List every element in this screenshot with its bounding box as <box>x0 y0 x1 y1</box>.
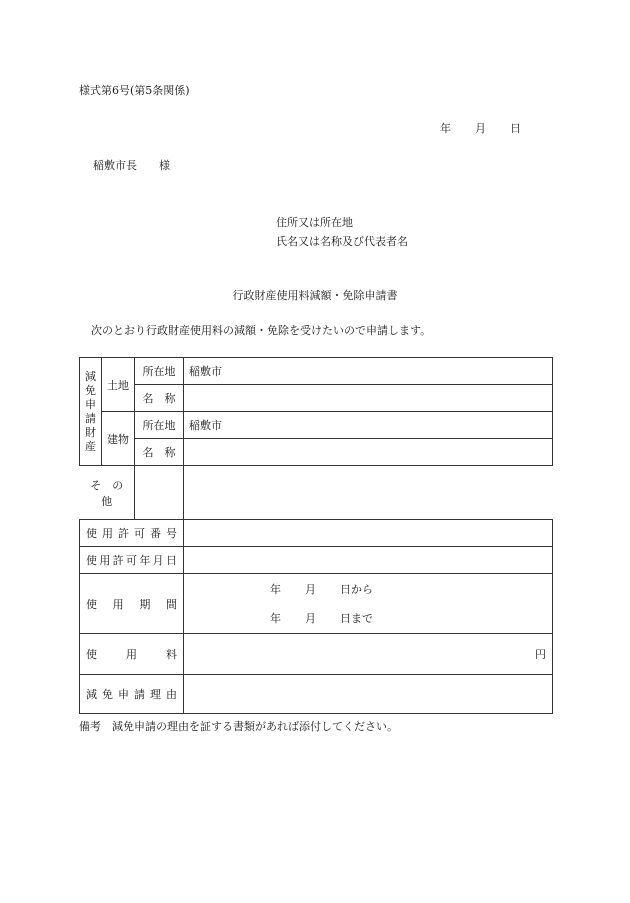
land-location-value[interactable]: 稲敷市 <box>184 358 553 385</box>
date-day: 日 <box>510 122 521 135</box>
building-name-value[interactable] <box>184 439 553 466</box>
other-value[interactable] <box>135 466 184 520</box>
land-name-value[interactable] <box>184 385 553 412</box>
building-label: 建物 <box>102 412 135 466</box>
reason-label: 減免申請理由 <box>80 675 184 714</box>
notes: 備考 減免申請の理由を証する書類があれば添付してください。 <box>79 720 398 733</box>
permit-date-row <box>80 547 553 574</box>
building-location-value[interactable]: 稲敷市 <box>184 412 553 439</box>
land-name-label: 名 称 <box>135 385 184 412</box>
fee-unit[interactable]: 円 <box>184 634 553 675</box>
property-label: 減 免 申 請 財 産 <box>80 358 102 466</box>
document-title: 行政財産使用料減額・免除申請書 <box>232 289 398 302</box>
land-label: 土地 <box>102 358 135 412</box>
intro-text: 次のとおり行政財産使用料の減額・免除を受けたいので申請します。 <box>91 324 432 337</box>
building-location-row <box>80 412 553 439</box>
fee-label: 使用料 <box>80 634 184 675</box>
reason-row <box>80 675 553 714</box>
period-value[interactable] <box>184 574 553 634</box>
permit-date-label: 使用許可年月日 <box>80 547 184 574</box>
date-year: 年 <box>440 122 451 135</box>
period-from: 年 月 日から <box>270 582 373 596</box>
permit-number-row <box>80 520 553 547</box>
applicant-name-label: 氏名又は名称及び代表者名 <box>276 235 408 248</box>
date-month: 月 <box>475 122 486 135</box>
fee-row <box>80 634 553 675</box>
form-number: 様式第6号(第5条関係) <box>79 84 190 97</box>
application-table <box>79 357 553 714</box>
building-name-label: 名 称 <box>135 439 184 466</box>
reason-value[interactable] <box>184 675 553 714</box>
recipient <box>93 157 170 173</box>
building-name-row <box>80 439 553 466</box>
period-label: 使用期間 <box>80 574 184 634</box>
land-location-row <box>80 358 553 385</box>
period-row <box>80 574 553 634</box>
building-location-label: 所在地 <box>135 412 184 439</box>
period-to: 年 月 日まで <box>270 611 373 625</box>
permit-number-label: 使用許可番号 <box>80 520 184 547</box>
applicant-address-label: 住所又は所在地 <box>276 216 353 229</box>
other-label: そ の 他 <box>80 466 135 520</box>
recipient-honorific: 様 <box>159 159 170 172</box>
permit-number-value[interactable] <box>184 520 553 547</box>
recipient-name: 稲敷市長 <box>93 159 137 172</box>
applicant-block <box>276 213 408 251</box>
application-date <box>440 120 521 136</box>
permit-date-value[interactable] <box>184 547 553 574</box>
land-location-label: 所在地 <box>135 358 184 385</box>
other-row <box>80 466 553 520</box>
land-name-row <box>80 385 553 412</box>
